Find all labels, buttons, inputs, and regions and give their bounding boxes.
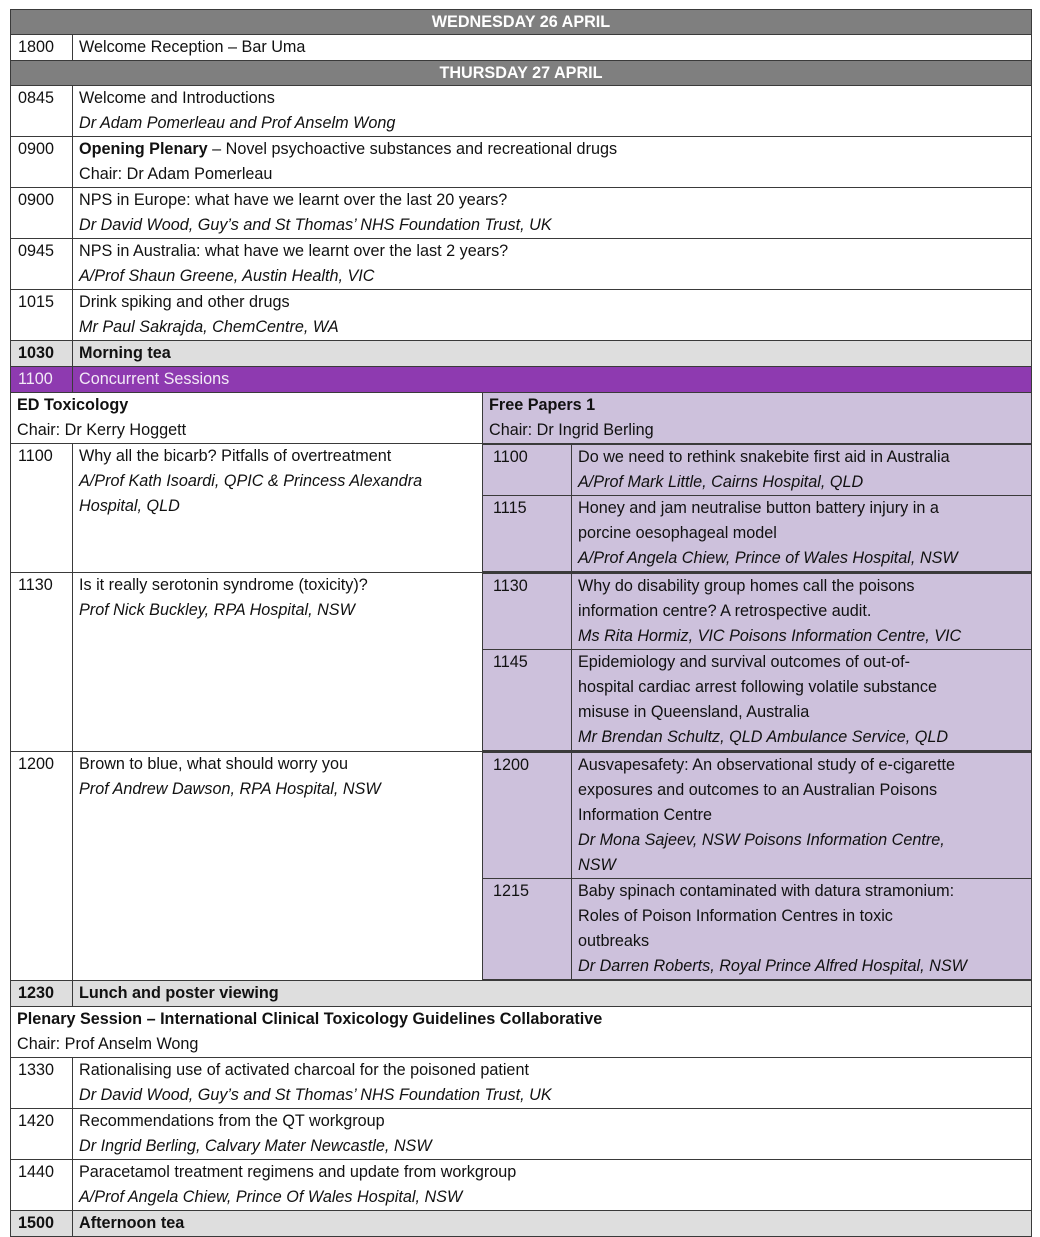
paper-title: exposures and outcomes to an Australian Poisons — [578, 781, 938, 799]
concurrent-slot-row — [11, 444, 1032, 573]
paper-cell — [572, 753, 1032, 879]
time-cell: 0945 — [11, 239, 73, 290]
time-cell: 0900 — [11, 137, 73, 188]
paper-title: information centre? A retrospective audit. — [578, 602, 872, 620]
schedule-table — [10, 9, 1032, 1237]
paper-row — [483, 879, 1031, 980]
speaker: Prof Andrew Dawson, RPA Hospital, NSW — [79, 780, 381, 798]
free-papers-subtable — [483, 444, 1031, 572]
paper-title: Roles of Poison Information Centres in toxic — [578, 907, 893, 925]
day-header-label: THURSDAY 27 APRIL — [11, 61, 1032, 86]
paper-cell — [572, 879, 1032, 980]
session-title: Rationalising use of activated charcoal for the poisoned patient — [79, 1061, 529, 1079]
paper-title: Baby spinach contaminated with datura stramonium: — [578, 882, 955, 900]
speaker: A/Prof Angela Chiew, Prince Of Wales Hospital, NSW — [79, 1188, 463, 1206]
paper-time: 1115 — [483, 496, 572, 572]
concurrent-title: Concurrent Sessions — [73, 367, 1032, 393]
stream-header-row — [11, 393, 1032, 444]
stream-title: ED Toxicology — [17, 396, 129, 414]
paper-time: 1200 — [483, 753, 572, 879]
paper-cell — [572, 445, 1032, 496]
speaker: NSW — [578, 856, 616, 874]
session-cell — [73, 1109, 1032, 1160]
concurrent-row — [11, 367, 1032, 393]
session-title: Brown to blue, what should worry you — [79, 755, 349, 773]
paper-title: porcine oesophageal model — [578, 524, 777, 542]
free-papers-cell — [483, 444, 1032, 573]
chair: Chair: Dr Adam Pomerleau — [79, 165, 273, 183]
chair: Chair: Dr Ingrid Berling — [489, 421, 654, 439]
session-title: Why all the bicarb? Pitfalls of overtreatment — [79, 447, 392, 465]
speaker: A/Prof Angela Chiew, Prince of Wales Hospital, NSW — [578, 549, 958, 567]
free-papers-subtable — [483, 752, 1031, 980]
session-cell — [73, 1058, 1032, 1109]
break-row — [11, 341, 1032, 367]
session-title: Recommendations from the QT workgroup — [79, 1112, 385, 1130]
session-title: Paracetamol treatment regimens and update from workgroup — [79, 1163, 517, 1181]
speaker: Mr Paul Sakrajda, ChemCentre, WA — [79, 318, 339, 336]
free-papers-subtable — [483, 573, 1031, 751]
plenary-subtitle: – Novel psychoactive substances and recreational drugs — [207, 140, 618, 158]
speaker: Dr Adam Pomerleau and Prof Anselm Wong — [79, 114, 396, 132]
time-cell: 1130 — [11, 573, 73, 752]
speaker: Mr Brendan Schultz, QLD Ambulance Service, QLD — [578, 728, 949, 746]
time-cell: 1330 — [11, 1058, 73, 1109]
paper-time: 1130 — [483, 574, 572, 650]
paper-title: Information Centre — [578, 806, 713, 824]
time-cell: 1015 — [11, 290, 73, 341]
session-cell — [73, 573, 483, 752]
free-papers-cell — [483, 752, 1032, 981]
schedule-row — [11, 1058, 1032, 1109]
paper-title: Do we need to rethink snakebite first aid in Australia — [578, 448, 950, 466]
time-cell: 0900 — [11, 188, 73, 239]
schedule-row — [11, 35, 1032, 61]
break-title: Morning tea — [73, 341, 1032, 367]
session-cell — [73, 444, 483, 573]
session-cell — [73, 752, 483, 981]
session-title: Is it really serotonin syndrome (toxicity)? — [79, 576, 368, 594]
paper-title: Why do disability group homes call the poisons — [578, 577, 915, 595]
speaker: Ms Rita Hormiz, VIC Poisons Information Centre, VIC — [578, 627, 962, 645]
chair: Chair: Dr Kerry Hoggett — [17, 421, 187, 439]
speaker: Prof Nick Buckley, RPA Hospital, NSW — [79, 601, 355, 619]
session-cell — [73, 137, 1032, 188]
break-title: Afternoon tea — [73, 1211, 1032, 1237]
paper-title: outbreaks — [578, 932, 650, 950]
concurrent-slot-row — [11, 573, 1032, 752]
paper-title: hospital cardiac arrest following volatile substance — [578, 678, 938, 696]
session-title: Welcome and Introductions — [79, 89, 275, 107]
paper-cell — [572, 574, 1032, 650]
plenary-title: Opening Plenary — [79, 140, 208, 158]
plenary-header-row — [11, 1007, 1032, 1058]
chair: Chair: Prof Anselm Wong — [17, 1035, 199, 1053]
paper-row — [483, 753, 1031, 879]
day-header-label: WEDNESDAY 26 APRIL — [11, 10, 1032, 35]
session-title: Welcome Reception – Bar Uma — [73, 35, 1032, 61]
stream-ed-header — [11, 393, 483, 444]
speaker: Dr Darren Roberts, Royal Prince Alfred Hospital, NSW — [578, 957, 967, 975]
stream-fp-header — [483, 393, 1032, 444]
paper-time: 1145 — [483, 650, 572, 751]
time-cell: 1420 — [11, 1109, 73, 1160]
speaker: Dr Mona Sajeev, NSW Poisons Information Centre, — [578, 831, 945, 849]
time-cell: 1800 — [11, 35, 73, 61]
speaker: Hospital, QLD — [79, 497, 180, 515]
speaker: Dr David Wood, Guy’s and St Thomas’ NHS Foundation Trust, UK — [79, 1086, 552, 1104]
stream-title: Free Papers 1 — [489, 396, 596, 414]
break-row — [11, 981, 1032, 1007]
time-cell: 1100 — [11, 367, 73, 393]
paper-cell — [572, 650, 1032, 751]
concurrent-slot-row — [11, 752, 1032, 981]
time-cell: 1230 — [11, 981, 73, 1007]
speaker: A/Prof Kath Isoardi, QPIC & Princess Alexandra — [79, 472, 423, 490]
session-title: NPS in Australia: what have we learnt over the last 2 years? — [79, 242, 509, 260]
schedule-row — [11, 290, 1032, 341]
time-cell: 1200 — [11, 752, 73, 981]
time-cell: 1100 — [11, 444, 73, 573]
speaker: A/Prof Mark Little, Cairns Hospital, QLD — [578, 473, 864, 491]
speaker: Dr Ingrid Berling, Calvary Mater Newcastle, NSW — [79, 1137, 432, 1155]
paper-row — [483, 445, 1031, 496]
break-title: Lunch and poster viewing — [73, 981, 1032, 1007]
schedule-row — [11, 137, 1032, 188]
schedule-row — [11, 188, 1032, 239]
time-cell: 1500 — [11, 1211, 73, 1237]
schedule-row — [11, 1160, 1032, 1211]
session-title: NPS in Europe: what have we learnt over the last 20 years? — [79, 191, 508, 209]
time-cell: 1440 — [11, 1160, 73, 1211]
plenary-title: Plenary Session – International Clinical Toxicology Guidelines Collaborative — [17, 1010, 603, 1028]
paper-cell — [572, 496, 1032, 572]
session-cell — [73, 86, 1032, 137]
plenary-header-cell — [11, 1007, 1032, 1058]
session-cell — [73, 188, 1032, 239]
paper-time: 1100 — [483, 445, 572, 496]
break-row — [11, 1211, 1032, 1237]
free-papers-cell — [483, 573, 1032, 752]
schedule-row — [11, 1109, 1032, 1160]
schedule-row — [11, 86, 1032, 137]
session-cell — [73, 239, 1032, 290]
speaker: Dr David Wood, Guy’s and St Thomas’ NHS Foundation Trust, UK — [79, 216, 552, 234]
speaker: A/Prof Shaun Greene, Austin Health, VIC — [79, 267, 375, 285]
paper-title: Honey and jam neutralise button battery injury in a — [578, 499, 939, 517]
time-cell: 0845 — [11, 86, 73, 137]
paper-title: misuse in Queensland, Australia — [578, 703, 810, 721]
time-cell: 1030 — [11, 341, 73, 367]
session-title: Drink spiking and other drugs — [79, 293, 290, 311]
schedule-row — [11, 239, 1032, 290]
day-header-wednesday — [11, 10, 1032, 35]
paper-time: 1215 — [483, 879, 572, 980]
day-header-thursday — [11, 61, 1032, 86]
paper-title: Epidemiology and survival outcomes of out-of- — [578, 653, 911, 671]
session-cell — [73, 290, 1032, 341]
paper-row — [483, 496, 1031, 572]
paper-row — [483, 574, 1031, 650]
paper-title: Ausvapesafety: An observational study of e-cigarette — [578, 756, 956, 774]
session-cell — [73, 1160, 1032, 1211]
paper-row — [483, 650, 1031, 751]
